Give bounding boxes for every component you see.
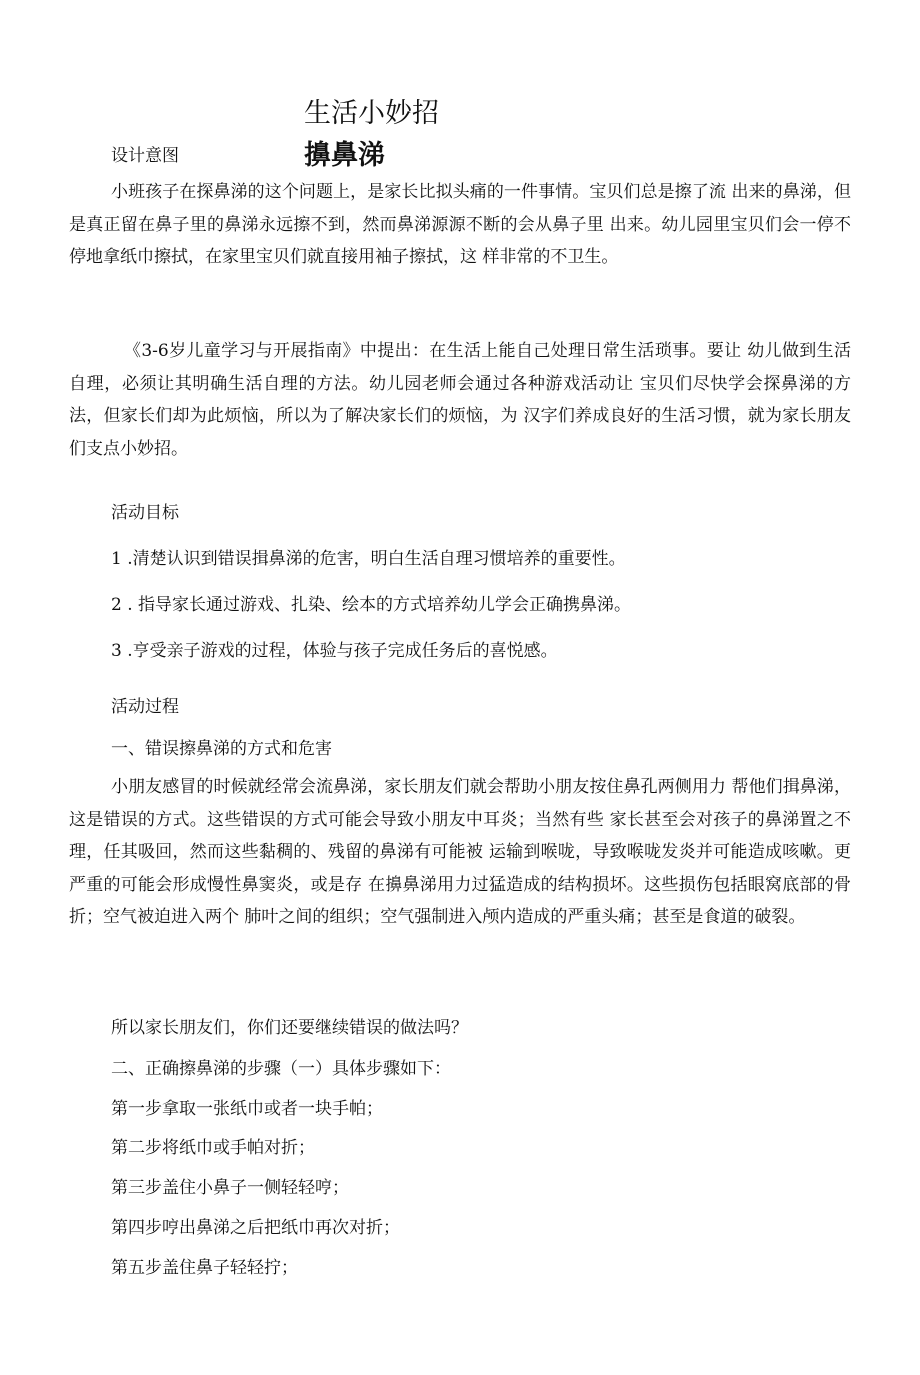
- process-heading: 活动过程: [111, 697, 179, 717]
- step-item: 第一步拿取一张纸巾或者一块手帕；: [111, 1099, 383, 1119]
- goal-item: 1 .清楚认识到错误揖鼻涕的危害，明白生活自理习惯培养的重要性。: [111, 549, 626, 569]
- document-subtitle: 擤鼻涕: [304, 140, 385, 171]
- step-item: 第五步盖住鼻子轻轻拧；: [111, 1258, 298, 1278]
- step-item: 第四步哼出鼻涕之后把纸巾再次对折；: [111, 1218, 400, 1238]
- question-line: 所以家长朋友们，你们还要继续错误的做法吗？: [111, 1018, 468, 1038]
- goal-item: 2 . 指导家长通过游戏、扎染、绘本的方式培养幼儿学会正确携鼻涕。: [111, 595, 632, 615]
- intro-paragraph: 小班孩子在探鼻涕的这个问题上，是家长比拟头痛的一件事情。宝贝们总是擦了流 出来的鼻涕，但是真正留在鼻子里的鼻涕永远擦不到，然而鼻涕源源不断的会从鼻子里 出来。幼儿园里宝贝们会一停不停地拿纸巾擦拭，在家里宝贝们就直接用袖子擦拭，这 样非常的不卫生。: [69, 182, 851, 267]
- section2-heading: 二、正确擦鼻涕的步骤（一）具体步骤如下：: [111, 1059, 451, 1079]
- section1-heading: 一、错误擦鼻涕的方式和危害: [111, 739, 332, 759]
- step-item: 第二步将纸巾或手帕对折；: [111, 1138, 315, 1158]
- design-intent-label: 设计意图: [111, 146, 179, 166]
- goals-heading: 活动目标: [111, 503, 179, 523]
- document-title: 生活小妙招: [304, 98, 439, 129]
- step-item: 第三步盖住小鼻子一侧轻轻哼；: [111, 1178, 349, 1198]
- goal-item: 3 .亨受亲子游戏的过程，体验与孩子完成任务后的喜悦感。: [111, 641, 558, 661]
- guide-paragraph: 《3-6岁儿童学习与开展指南》中提出：在生活上能自己处理日常生活琐事。要让 幼儿做到生活自理，必须让其明确生活自理的方法。幼儿园老师会通过各种游戏活动让 宝贝们尽快学会探鼻涕的方法，但家长们却为此烦恼，所以为了解决家长们的烦恼，为 汉字们养成良好的生活习惯，就为家长朋友们支点小妙招。: [69, 341, 851, 459]
- section1-paragraph: 小朋友感冒的时候就经常会流鼻涕，家长朋友们就会帮助小朋友按住鼻孔两侧用力 帮他们揖鼻涕，这是错误的方式。这些错误的方式可能会导致小朋友中耳炎；当然有些 家长甚至会对孩子的鼻涕置之不理，任其吸回，然而这些黏稠的、残留的鼻涕有可能被 运输到喉咙，导致喉咙发炎并可能造成咳嗽。更严重的可能会形成慢性鼻窦炎，或是存 在擤鼻涕用力过猛造成的结构损坏。这些损伤包括眼窝底部的骨折；空气被迫进入两个 肺叶之间的组织；空气强制进入颅内造成的严重头痛；甚至是食道的破裂。: [69, 777, 851, 927]
